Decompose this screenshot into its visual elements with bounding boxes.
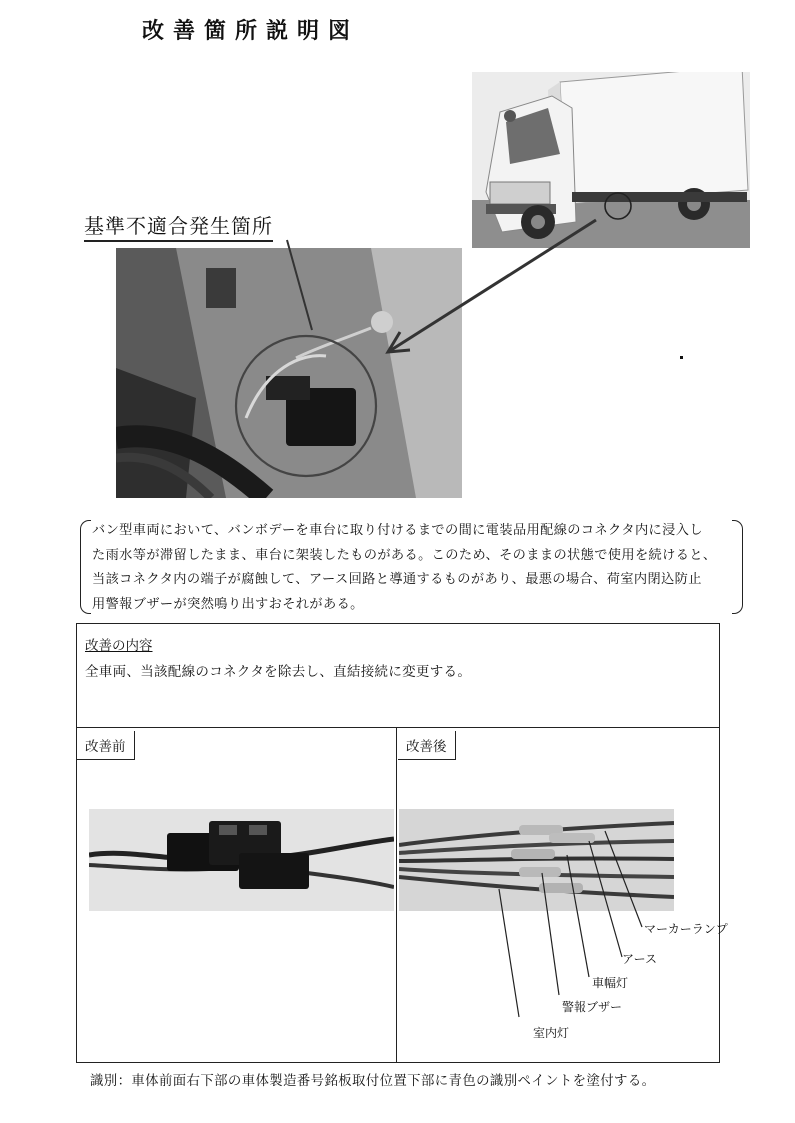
nonconformity-location-label: 基準不適合発生箇所 xyxy=(84,210,273,242)
description-line: た雨水等が滞留したまま、車台に架装したものがある。このため、そのままの状態で使用を続けると、 xyxy=(92,547,717,563)
description-bracket-left xyxy=(80,520,91,614)
column-divider xyxy=(396,727,397,1062)
before-label: 改善前 xyxy=(77,731,135,760)
identification-note: 識別：車体前面右下部の車体製造番号銘板取付位置下部に青色の識別ペイントを塗付する。 xyxy=(90,1074,656,1089)
after-label: 改善後 xyxy=(398,731,456,760)
improvement-table xyxy=(76,623,728,1063)
improvement-text: 全車両、当該配線のコネクタを除去し、直結接続に変更する。 xyxy=(85,664,472,680)
improvement-label: 改善の内容 xyxy=(85,638,153,654)
callout-clearance-lamp: 車幅灯 xyxy=(592,976,629,990)
callout-marker-lamp: マーカーランプ xyxy=(644,922,728,936)
description-line: バン型車両において、バンボデーを車台に取り付けるまでの間に電装品用配線のコネクタ内に浸入し xyxy=(92,523,703,538)
before-connector-photo xyxy=(89,809,394,911)
callout-alarm-buzzer: 警報ブザー xyxy=(562,1000,623,1014)
improvement-content xyxy=(77,624,719,728)
description-bracket-right xyxy=(732,520,743,614)
description-line: 用警報ブザーが突然鳴り出すおそれがある。 xyxy=(92,596,364,612)
description-line: 当該コネクタ内の端子が腐蝕して、アース回路と導通するものがあり、最悪の場合、荷室内閉込防止 xyxy=(92,572,702,587)
callout-ground: アース xyxy=(622,952,658,966)
callout-room-lamp: 室内灯 xyxy=(533,1026,570,1040)
pointer-arrow xyxy=(0,0,795,520)
defect-description xyxy=(92,519,732,617)
page-title: 改善箇所説明図 xyxy=(142,18,360,44)
